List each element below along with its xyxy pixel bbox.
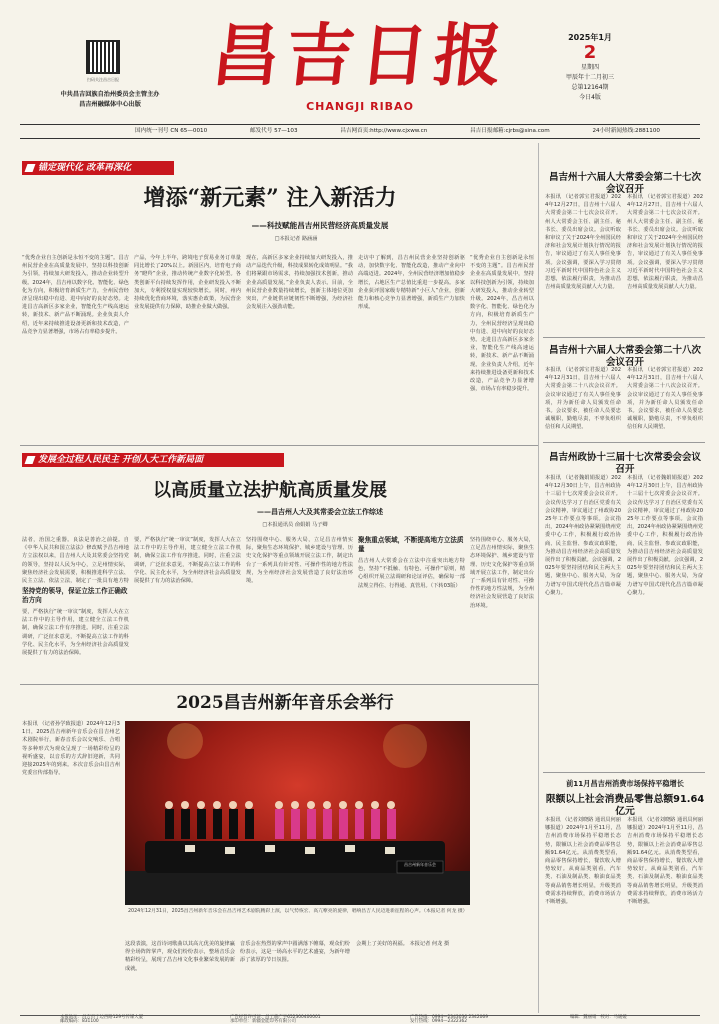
date-block xyxy=(545,32,635,103)
section2-banner: 发展全过程人民民主 开创人大工作新局面 xyxy=(22,453,284,467)
art2-col1: 本报讯 （记者郭宝君报道）2024年12月31日，昌吉州十六届人大常委会第二十八次会议召开。会议审议通过了有关人事任免事项，并为新任命人员颁发任命书。会议要求，被任命人员要忠诚履职，勤勉尽责，不辜负组织信任和人民期望。 xyxy=(545,367,621,431)
date-day: 2 xyxy=(583,42,597,63)
section3-col1: 本报讯 （记者孙学致报道）2024年12月31日，2025昌吉州新年音乐会在昌吉州艺术剧院举行，新春音乐会以交响乐、合唱等多种形式为观众呈现了一场精彩纷呈的视听盛宴，以音乐的方式辞旧迎新，共同迎接2025年的到来。本次音乐会由昌吉州党委宣传部指导。 xyxy=(22,721,120,777)
footer-distribution: 发行热线：0994—2322362 xyxy=(410,1019,468,1024)
section2-col1-text-b: 要，严格执行“统一审议”制度，发挥人大在立法工作中的主导作用，建立健全立法工作机制，确保立法工作有序推进。同时，注重立法调研，广泛征求意见，不断提高立法工作的科学化、民主化水平，为全州经济社会高质量发展提供了有力的法治保障。 xyxy=(22,609,129,657)
page-count: 今日4版 xyxy=(579,94,601,101)
section2-sub2: 聚焦重点领域，不断提高地方立法质量 xyxy=(358,536,464,553)
section2-col2: 要，严格执行“统一审议”制度，发挥人大在立法工作中的主导作用，建立健全立法工作机制，确保立法工作有序推进。同时，注重立法调研，广泛征求意见，不断提高立法工作的科学化、民主化水平，为全州经济社会高质量发展提供了有力的法治保障。 xyxy=(134,537,241,585)
art1-col1: 本报讯 （记者郭宝君报道）2024年12月27日，昌吉州十六届人大常委会第二十七次会议召开。州人大常委会主任、副主任、秘书长、委员出席会议。会议听取和审议了关于2024年全州国民经济和社会发展计划执行情况的报告，审议通过了有关人事任免事项。会议强调，要深入学习贯彻习近平新时代中国特色社会主义思想，依法履行职责，为推动昌吉州高质量发展贡献人大力量。 xyxy=(545,194,621,291)
art1-col2: 本报讯 （记者郭宝君报道）2024年12月27日，昌吉州十六届人大常委会第二十七次会议召开。州人大常委会主任、副主任、秘书长、委员出席会议。会议听取和审议了关于2024年全州国民经济和社会发展计划执行情况的报告，审议通过了有关人事任免事项。会议强调，要深入学习贯彻习近平新时代中国特色社会主义思想，依法履行职责，为推动昌吉州高质量发展贡献人大力量。 xyxy=(627,194,703,291)
section1-subhead: ——科技赋能昌吉州民营经济高质量发展 xyxy=(251,221,389,230)
sponsor-line-1: 中共昌吉回族自治州委员会主管主办 xyxy=(60,91,160,98)
art4-col1: 本报讯 （记者刘晓路 通讯员何丽娜报道）2024年1月至11月，昌吉州消费市场保持平稳增长态势，限额以上社会消费品零售总额91.64亿元。从消费类型看，商品零售保持增长，餐饮收入增势较好。从商品类别看，汽车类、石油及制品类、粮油食品类等商品销售增长明显，升级类消费需求持续释放，消费市场活力不断增强。 xyxy=(545,817,621,906)
section2-headline: 以高质量立法护航高质量发展 xyxy=(153,480,387,501)
concert-stage-svg xyxy=(125,721,470,905)
section1-byline: □本报记者 路涵涵 xyxy=(274,236,318,242)
footer-ad-hotline: 广告热线：0994—2343036 2342069 xyxy=(410,1015,489,1020)
masthead-title: 昌吉日报 xyxy=(207,16,513,96)
info-email: 昌吉日报邮箱:cjrbs@sina.com xyxy=(470,128,550,134)
section2-col1 xyxy=(22,536,129,678)
date-year-month: 2025年1月 xyxy=(568,33,612,42)
section1-col5: “优秀企业自主创新是永恒不变的主题”。昌吉州民营企业在高质量发展中，坚持以科技创新为引领，持续加大研发投入，推动企业转型升级。2024年，昌吉州以数字化、智能化、绿色化为方向，积极培育新质生产力，全州民营经济呈现出稳中有进、进中向好的良好态势。走进昌吉高新区多家企业，智能化生产线高速运转，新技术、新产品不断涌现。企业负责人介绍，近年来持续推进设备更新和技术改造，产品竞争力显著增强，市场占有率稳步提升。 xyxy=(470,255,534,393)
art3-title: 昌吉州政协十三届十七次常委会会议召开 xyxy=(548,452,701,475)
section2-col3: 坚持围绕中心、服务大局，立足昌吉州情实际，聚焦生态环境保护、城乡建设与管理、历史文化保护等重点领域开展立法工作，制定出台了一系列具有针对性、可操作性的地方性法规，为全州经济社会发展营造了良好法治环境。 xyxy=(246,537,353,585)
masthead xyxy=(0,0,719,132)
section1-banner: 锚定现代化 改革再深化 xyxy=(22,161,174,175)
footer-proofreader: 校对：马媛媛 xyxy=(600,1015,627,1020)
info-postal: 邮发代号 57—103 xyxy=(249,128,298,134)
section2-col4 xyxy=(358,536,465,678)
section1-col3: 现在，高新区多家企业持续加大研发投入，推动产品迭代升级，科技成果转化成效明显。“我们将紧跟市场需求，持续加强技术创新，推动企业高质量发展。”企业负责人表示。目前，全州民营企业数量持续增长，创新主体地位更加突出，产业链供应链韧性不断增强，为经济社会发展注入强劲动能。 xyxy=(246,255,353,311)
art4-kicker: 前11月昌吉州消费市场保持平稳增长 xyxy=(566,779,684,788)
art4-title: 限额以上社会消费品零售总额91.64亿元 xyxy=(545,794,705,817)
issue-number: 总第12164期 xyxy=(571,84,609,91)
section1-col4: 走访中了解到，昌吉州民营企业坚持创新驱动，加快数字化、智能化改造，推动产业向中高端迈进。2024年，全州民营经济增加值稳步增长，占地区生产总值比重进一步提高。多家企业获评国家级专精特新“小巨人”企业，创新能力和核心竞争力显著增强，新质生产力加快形成。 xyxy=(358,255,465,311)
section1-col1: “优秀企业自主创新是永恒不变的主题”。昌吉州民营企业在高质量发展中，坚持以科技创新为引领，持续加大研发投入，推动企业转型升级。2024年，昌吉州以数字化、智能化、绿色化为方向，积极培育新质生产力，全州民营经济呈现出稳中有进、进中向好的良好态势。走进昌吉高新区多家企业，智能化生产线高速运转，新技术、新产品不断涌现。企业负责人介绍，近年来持续推进设备更新和技术改造，产品竞争力显著增强，市场占有率稳步提升。 xyxy=(22,255,129,335)
section1-col2: 产品，今年上半年，跨境电子贸易业务订单量同比增长了20%以上。新园区内，培育电子商务“瞪羚”企业，推动传统产业数字化转型。各类创新平台持续发挥作用，企业研发投入不断加大，专利授权量实现较快增长。同时，州内持续优化营商环境，落实惠企政策，为民营企业发展提供有力保障，助推企业做大做强。 xyxy=(134,255,241,311)
qr-code-icon xyxy=(86,40,120,74)
footer-ad-license: 广告经营许可证：昌工商广字652300400001 xyxy=(230,1015,321,1020)
info-bar xyxy=(20,126,700,137)
footer-address: 本报地址：昌吉市宁边西路129号传媒大厦 xyxy=(60,1015,144,1020)
footer xyxy=(60,1016,700,1024)
info-website: 昌吉网首页:http://www.cjxww.cn xyxy=(340,128,428,134)
qr-caption: 扫码关注昌吉日报 xyxy=(87,77,119,82)
section2-byline: □本报通讯员 俞娟娟 马子卿 xyxy=(262,522,328,528)
sponsor-line-2: 昌吉州融媒体中心出版 xyxy=(79,101,141,108)
section2-col1-text: 法者，治国之重器。良法是善治之前提。自《中华人民共和国立法法》修改赋予昌吉州地方立法权以来，昌吉州人大及其常委会坚持党的领导，坚持以人民为中心，立足州情实际，聚焦经济社会发展需要，积极推进科学立法、民主立法、依法立法，制定了一批具有地方特 xyxy=(22,537,129,584)
section1-headline: 增添“新元素” 注入新活力 xyxy=(143,185,397,211)
art2-col2: 本报讯 （记者郭宝君报道）2024年12月31日，昌吉州十六届人大常委会第二十八次会议召开。会议审议通过了有关人事任免事项，并为新任命人员颁发任命书。会议要求，被任命人员要忠诚履职，勤勉尽责，不辜负组织信任和人民期望。 xyxy=(627,367,703,431)
section3-bottom-col1: 这段表演，这首诗词歌曲以其高亢优美的旋律赢得全场阵阵掌声，观众们纷纷表示，整场音乐会精彩纷呈，展现了昌吉州文化事业繁荣发展的新成就。 xyxy=(125,941,235,972)
photo-caption: 2024年12月31日，2025昌吉州新年音乐会在昌吉州艺术剧院精彩上演，以气势恢宏、高亢嘹亮的旋律，唱响昌吉人民迈进新征程的心声。（本报记者 何龙 摄） xyxy=(128,909,468,914)
weekday: 星期四 xyxy=(580,64,599,71)
art3-col1: 本报讯 （记者魏娟娟报道）2024年12月30日上午，昌吉州政协十三届十七次常委会会议召开。会议传达学习了自治区党委有关会议精神，审议通过了州政协2025年工作要点等事项。会议指出，2024年州政协紧紧围绕州党委中心工作，积极履行政治协商、民主监督、参政议政职能，为推动昌吉州经济社会高质量发展作出了积极贡献。会议强调，2025年要坚持团结和民主两大主题，聚焦中心、服务大局，为奋力谱写中国式现代化昌吉篇章凝心聚力。 xyxy=(545,475,621,596)
art2-title: 昌吉州十六届人大常委会第二十八次会议召开 xyxy=(548,345,701,368)
footer-editor: 编辑：魏丽娟 xyxy=(570,1015,597,1020)
section3-bottom-col3: 会期上了美好的祝福。 本报记者 何龙 摄 xyxy=(356,941,450,947)
section2-sub1: 坚持党的领导，保证立法工作正确政治方向 xyxy=(22,587,128,604)
footer-postcode: 邮政编码：831100 xyxy=(60,1019,99,1024)
section2-col5: 坚持围绕中心、服务大局，立足昌吉州情实际，聚焦生态环境保护、城乡建设与管理、历史文化保护等重点领域开展立法工作，制定出台了一系列具有针对性、可操作性的地方性法规，为全州经济社会发展营造了良好法治环境。 xyxy=(470,537,534,609)
section2-col4-text: 昌吉州人大常委会在立法中注重突出地方特色，坚持“不抵触、有特色、可操作”原则，精心组织开展立法调研和论证评估，确保每一部法规立得住、行得通、真管用。（下转03版） xyxy=(358,558,465,589)
info-cn: 国内统一刊号 CN 65—0010 xyxy=(135,128,208,134)
concert-photo xyxy=(125,721,470,905)
art3-col2: 本报讯 （记者魏娟娟报道）2024年12月30日上午，昌吉州政协十三届十七次常委会会议召开。会议传达学习了自治区党委有关会议精神，审议通过了州政协2025年工作要点等事项。会议指出，2024年州政协紧紧围绕州党委中心工作，积极履行政治协商、民主监督、参政议政职能，为推动昌吉州经济社会高质量发展作出了积极贡献。会议强调，2025年要坚持团结和民主两大主题，聚焦中心、服务大局，为奋力谱写中国式现代化昌吉篇章凝心聚力。 xyxy=(627,475,703,596)
section2-subhead: ——昌吉州人大及其常委会立法工作综述 xyxy=(257,508,383,516)
art4-col2: 本报讯 （记者刘晓路 通讯员何丽娜报道）2024年1月至11月，昌吉州消费市场保持平稳增长态势，限额以上社会消费品零售总额91.64亿元。从消费类型看，商品零售保持增长，餐饮收入增势较好。从商品类别看，汽车类、石油及制品类、粮油食品类等商品销售增长明显，升级类消费需求持续释放，消费市场活力不断增强。 xyxy=(627,817,703,906)
stage-screen-text: 昌吉州新年音乐会 xyxy=(404,862,436,867)
masthead-pinyin: CHANGJI RIBAO xyxy=(306,100,414,113)
section3-bottom-col2: 音乐会在热烈的掌声中圆满落下帷幕，观众们纷纷表示，这是一场高水平的艺术盛宴，为新年增添了浓厚的节日氛围。 xyxy=(240,941,350,964)
info-hotline: 24小时新闻热线:2881100 xyxy=(592,128,660,134)
section3-headline: 2025昌吉州新年音乐会举行 xyxy=(176,693,394,713)
lunar-date: 甲辰年十二月初三 xyxy=(565,74,614,81)
footer-printer: 承印单位：新疆金能印务有限公司 xyxy=(230,1019,296,1024)
art1-title: 昌吉州十六届人大常委会第二十七次会议召开 xyxy=(548,172,701,195)
